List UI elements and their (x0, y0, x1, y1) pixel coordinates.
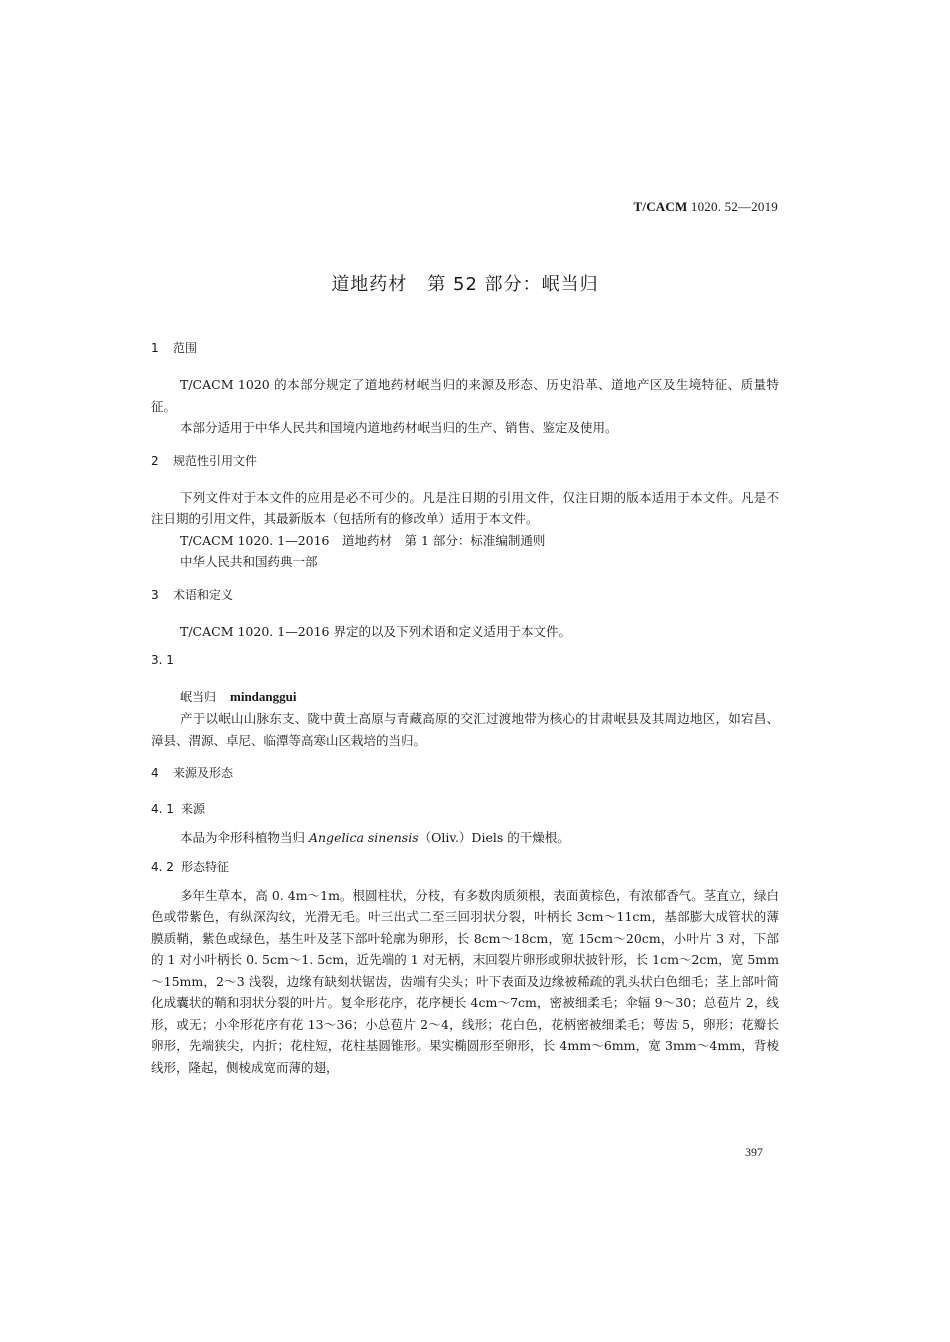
title-right: 第 52 部分：岷当归 (427, 274, 599, 295)
title-left: 道地药材 (331, 274, 408, 295)
term-chinese: 岷当归 (180, 690, 217, 704)
standard-number: 1020. 52—2019 (687, 199, 778, 214)
term-pinyin: mindanggui (230, 689, 297, 704)
subsection-number: 3. 1 (151, 653, 174, 667)
document-title (0, 270, 930, 296)
references-paragraph: 下列文件对于本文件的应用是必不可少的。凡是注日期的引用文件，仅注日期的版本适用于本文件。凡是不注日期的引用文件，其最新版本（包括所有的修改单）适用于本文件。 (151, 489, 779, 526)
term-entry (151, 686, 779, 708)
morphology-paragraph: 多年生草本，高 0. 4m～1m。根圆柱状，分枝，有多数肉质须根，表面黄棕色，有浓郁香气。茎直立，绿白色或带紫色，有纵深沟纹，光滑无毛。叶三出式二至三回羽状分裂，叶柄长 3cm～11cm，基部膨大成管状的薄膜质鞘，紫色或绿色，基生叶及茎下部叶轮廓为卵形，长 8cm～18cm，宽 15cm～20cm，小叶片 3 对，下部的 1 对小叶柄长 0. 5cm～1. 5cm，近先端的 1 对无柄，末回裂片卵形或卵状披针形，长 1cm～2cm，宽 5mm～15mm，2～3 浅裂，边缘有缺刻状锯齿，齿端有尖头；叶下表面及边缘被稀疏的乳头状白色细毛；茎上部叶简化成囊状的鞘和羽状分裂的叶片。复伞形花序，花序梗长 4cm～7cm，密被细柔毛；伞辐 9～30；总苞片 2，线形，或无；小伞形花序有花 13～36；小总苞片 2～4，线形；花白色，花柄密被细柔毛；萼齿 5，卵形；花瓣长卵形，先端狭尖，内折；花柱短，花柱基圆锥形。果实椭圆形至卵形，长 4mm～6mm，宽 3mm～4mm，背棱线形，隆起，侧棱成宽而薄的翅， (151, 887, 779, 1075)
latin-name: Angelica sinensis (308, 830, 419, 845)
section-heading-2: 2 规范性引用文件 (151, 453, 258, 468)
page-number: 397 (745, 1145, 763, 1159)
terms-paragraph: T/CACM 1020. 1—2016 界定的以及下列术语和定义适用于本文件。 (180, 623, 571, 639)
document-body (151, 338, 779, 1078)
standard-code (634, 199, 778, 215)
subsection-heading-4-2: 4. 2 形态特征 (151, 859, 230, 874)
applicability-paragraph: 本部分适用于中华人民共和国境内道地药材岷当归的生产、销售、鉴定及使用。 (180, 420, 618, 435)
reference-item: T/CACM 1020. 1—2016 道地药材 第 1 部分：标准编制通则 (180, 532, 546, 548)
scope-paragraph: T/CACM 1020 的本部分规定了道地药材岷当归的来源及形态、历史沿革、道地产区及生境特征、质量特征。 (151, 377, 779, 414)
source-paragraph: 本品为伞形科植物当归 Angelica sinensis（Oliv.）Diels 的干燥根。 (180, 830, 570, 845)
section-heading-4: 4 来源及形态 (151, 766, 234, 780)
standard-prefix: T/CACM (633, 199, 688, 214)
term-definition: 产于以岷山山脉东支、陇中黄土高原与青藏高原的交汇过渡地带为核心的甘肃岷县及其周边地区，如宕昌、漳县、渭源、卓尼、临潭等高寒山区栽培的当归。 (151, 711, 779, 748)
section-heading-1: 1 范围 (151, 341, 198, 355)
section-heading-3: 3 术语和定义 (151, 587, 234, 602)
reference-item: 中华人民共和国药典一部 (180, 554, 318, 569)
subsection-heading-4-1: 4. 1 来源 (151, 802, 206, 816)
